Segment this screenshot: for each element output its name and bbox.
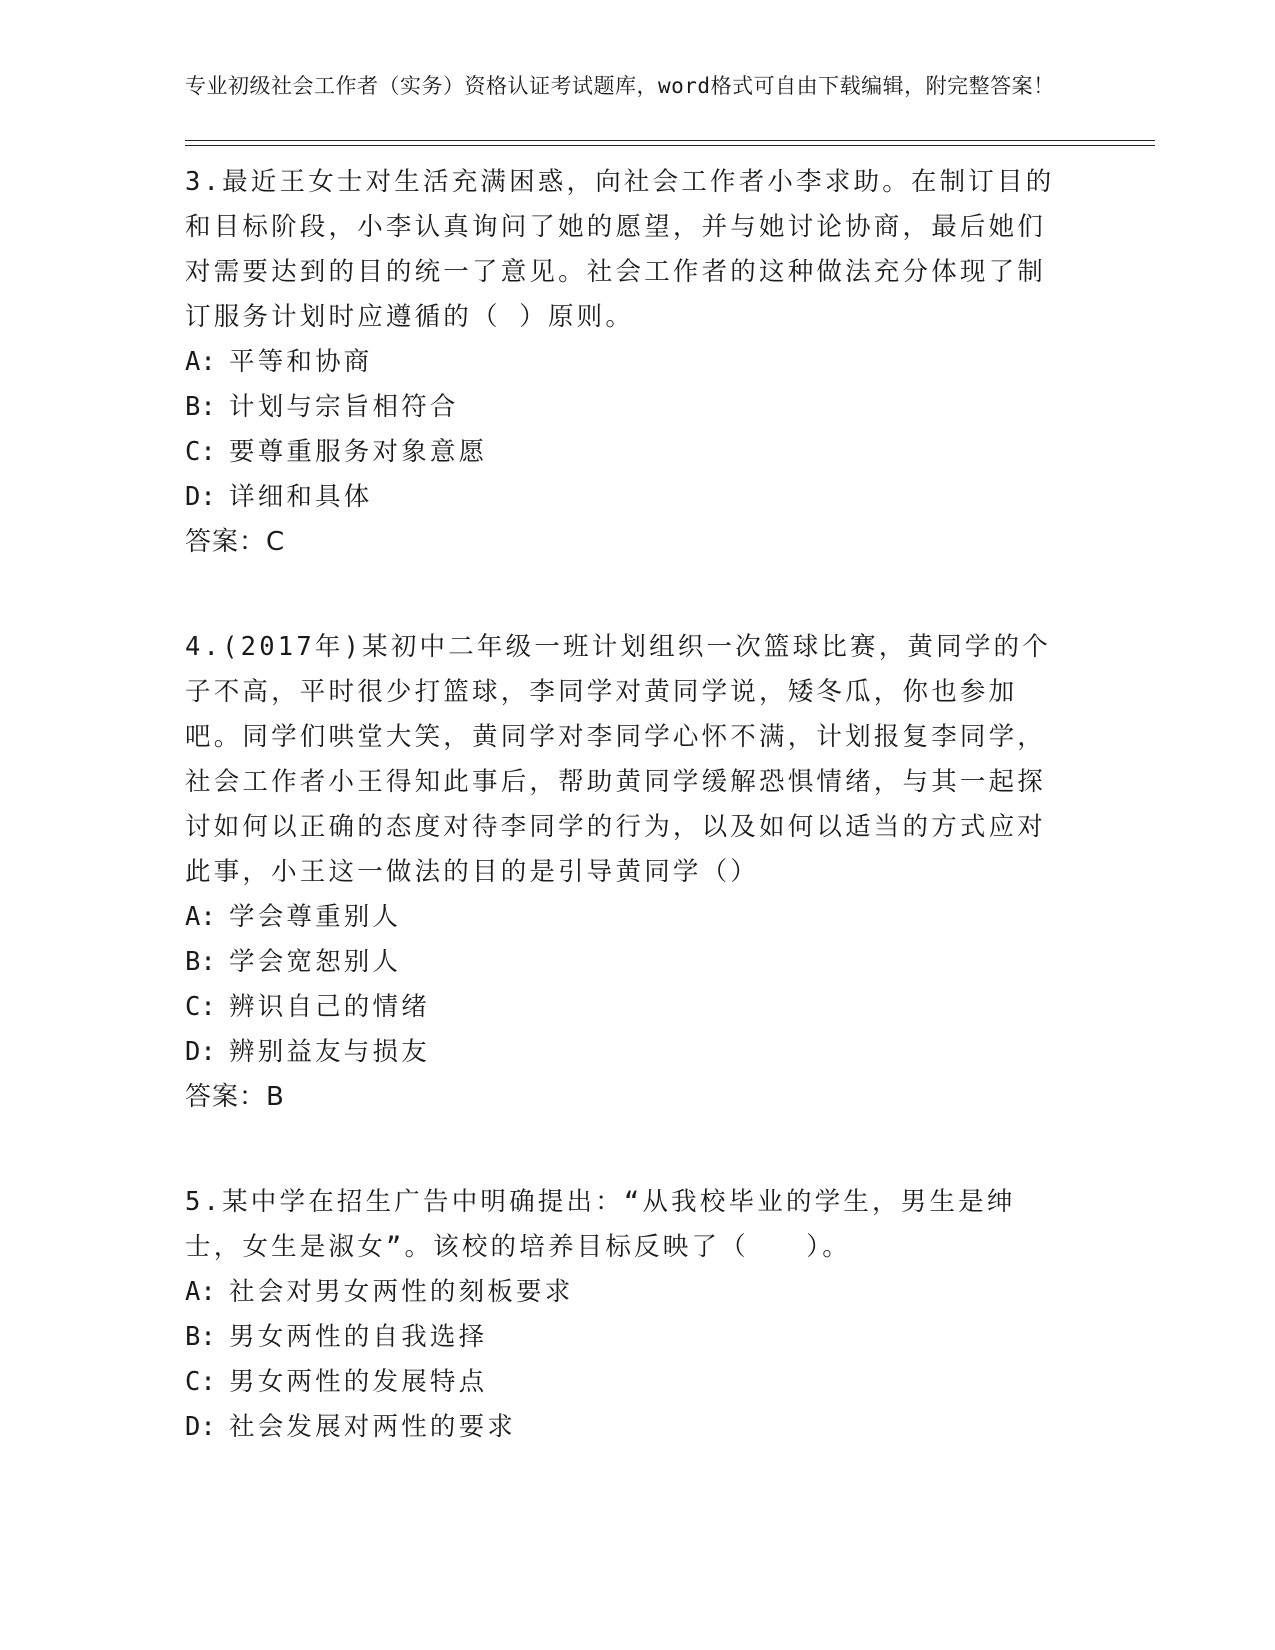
option-b [185,940,1155,985]
option-text: 要尊重服务对象意愿 [229,437,488,467]
option-text: 社会对男女两性的刻板要求 [229,1277,574,1307]
question-4 [185,625,1155,1120]
question-5 [185,1180,1155,1450]
option-a [185,340,1155,385]
document-header: 专业初级社会工作者（实务）资格认证考试题库，word格式可自由下载编辑，附完整答案！ [185,74,1055,98]
option-text: 学会尊重别人 [229,902,402,932]
option-text: 社会发展对两性的要求 [229,1412,517,1442]
option-d [185,1405,1155,1450]
option-key: D: [185,482,216,512]
option-text: 辨别益友与损友 [229,1037,430,1067]
question-stem: 5.某中学在招生广告中明确提出：“从我校毕业的学生，男生是绅士，女生是淑女”。该校的培养目标反映了（ ）。 [185,1187,1016,1262]
option-key: B: [185,1322,216,1352]
option-c [185,1360,1155,1405]
option-b [185,385,1155,430]
answer-line: 答案：B [185,1082,285,1112]
option-d [185,1030,1155,1075]
option-c [185,985,1155,1030]
option-a [185,895,1155,940]
option-text: 男女两性的自我选择 [229,1322,488,1352]
option-text: 学会宽恕别人 [229,947,402,977]
option-key: C: [185,1367,216,1397]
option-text: 详细和具体 [229,482,373,512]
option-text: 平等和协商 [229,347,373,377]
option-key: B: [185,392,216,422]
option-key: C: [185,437,216,467]
option-key: D: [185,1037,216,1067]
question-3 [185,160,1155,565]
answer-line: 答案：C [185,527,286,557]
document-page [185,70,1155,1450]
option-key: C: [185,992,216,1022]
header-divider [185,140,1155,146]
spacer [185,565,1155,611]
option-text: 男女两性的发展特点 [229,1367,488,1397]
option-d [185,475,1155,520]
option-a [185,1270,1155,1315]
option-text: 计划与宗旨相符合 [229,392,459,422]
option-key: B: [185,947,216,977]
question-stem: 3.最近王女士对生活充满困惑，向社会工作者小李求助。在制订目的和目标阶段，小李认真询问了她的愿望，并与她讨论协商，最后她们对需要达到的目的统一了意见。社会工作者的这种做法充分体现了制订服务计划时应遵循的（ ）原则。 [185,167,1055,332]
option-key: A: [185,347,216,377]
option-key: A: [185,902,216,932]
question-stem: 4.(2017年)某初中二年级一班计划组织一次篮球比赛，黄同学的个子不高，平时很少打篮球，李同学对黄同学说，矮冬瓜，你也参加吧。同学们哄堂大笑，黄同学对李同学心怀不满，计划报复李同学，社会工作者小王得知此事后，帮助黄同学缓解恐惧情绪，与其一起探讨如何以正确的态度对待李同学的行为，以及如何以适当的方式应对此事，小王这一做法的目的是引导黄同学（） [185,632,1051,887]
option-text: 辨识自己的情绪 [229,992,430,1022]
option-key: D: [185,1412,216,1442]
spacer [185,1120,1155,1166]
option-b [185,1315,1155,1360]
option-key: A: [185,1277,216,1307]
option-c [185,430,1155,475]
